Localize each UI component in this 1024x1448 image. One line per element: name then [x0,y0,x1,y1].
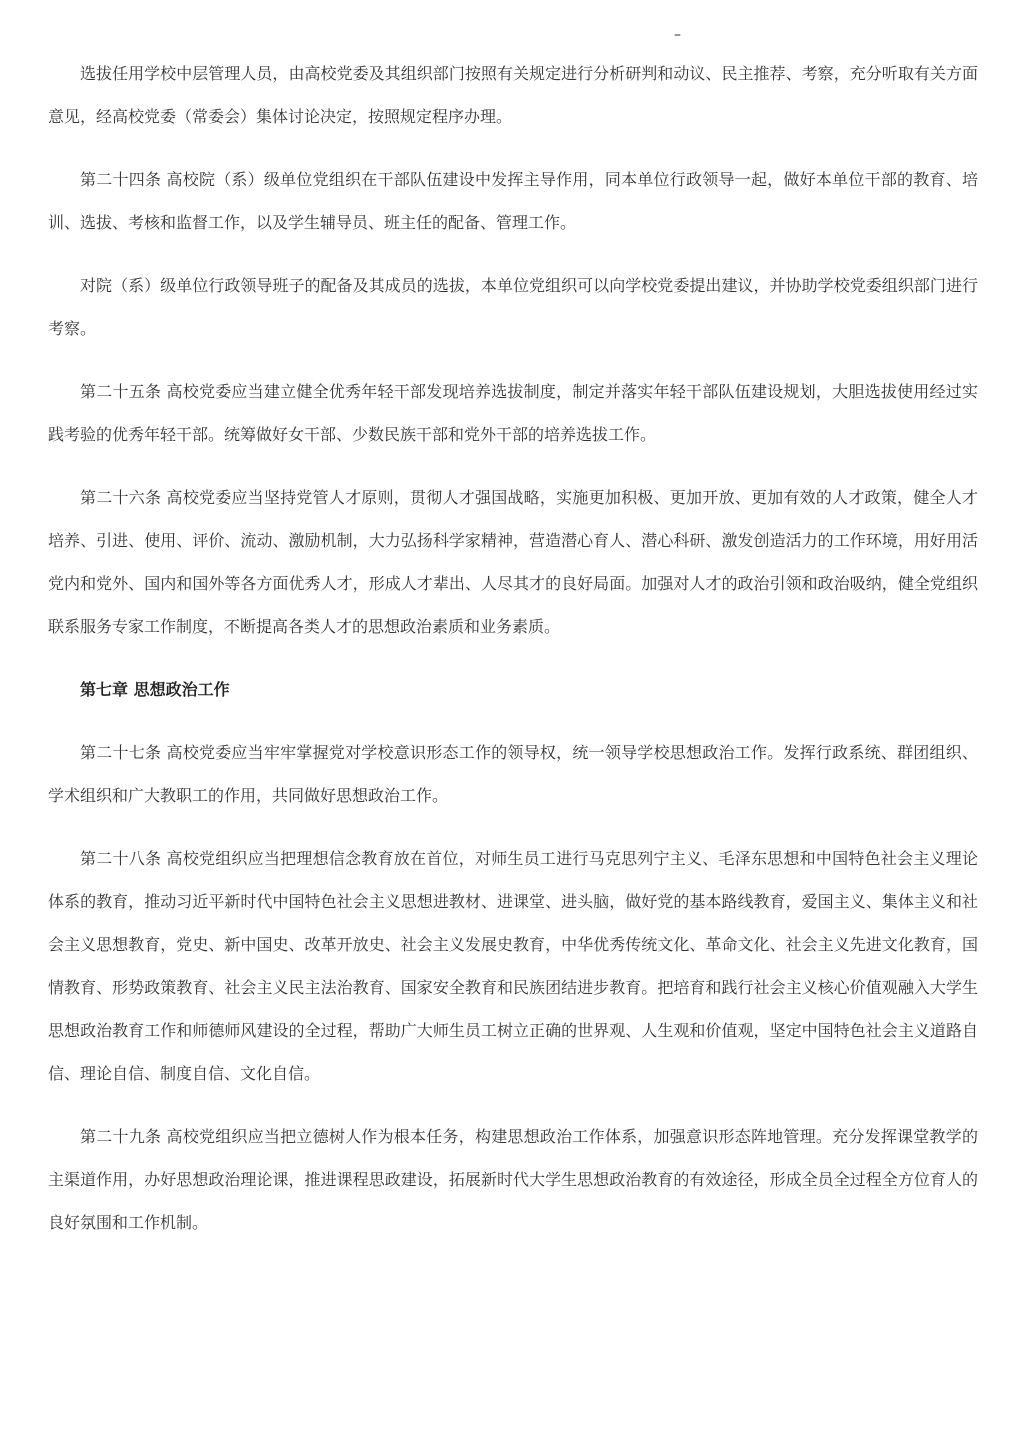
paragraph-article-26: 第二十六条 高校党委应当坚持党管人才原则，贯彻人才强国战略，实施更加积极、更加开放、更加有效的人才政策，健全人才培养、引进、使用、评价、流动、激励机制，大力弘扬科学家精神，营造潜心育人、潜心科研、激发创造活力的工作环境，用好用活党内和党外、国内和国外等各方面优秀人才，形成人才辈出、人尽其才的良好局面。加强对人才的政治引领和政治吸纳，健全党组织联系服务专家工作制度，不断提高各类人才的思想政治素质和业务素质。 [48,488,978,636]
chapter-heading: 第七章 思想政治工作 [80,680,230,699]
paragraph-cadre-selection: 选拔任用学校中层管理人员，由高校党委及其组织部门按照有关规定进行分析研判和动议、民主推荐、考察，充分听取有关方面意见，经高校党委（常委会）集体讨论决定，按照规定程序办理。 [48,64,978,126]
document-body [48,52,978,1264]
paragraph-article-28: 第二十八条 高校党组织应当把理想信念教育放在首位，对师生员工进行马克思列宁主义、毛泽东思想和中国特色社会主义理论体系的教育，推动习近平新时代中国特色社会主义思想进教材、进课堂、进头脑，做好党的基本路线教育，爱国主义、集体主义和社会主义思想教育，党史、新中国史、改革开放史、社会主义发展史教育，中华优秀传统文化、革命文化、社会主义先进文化教育，国情教育、形势政策教育、社会主义民主法治教育、国家安全教育和民族团结进步教育。把培育和践行社会主义核心价值观融入大学生思想政治教育工作和师德师风建设的全过程，帮助广大师生员工树立正确的世界观、人生观和价值观，坚定中国特色社会主义道路自信、理论自信、制度自信、文化自信。 [48,849,978,1083]
paragraph-article-27: 第二十七条 高校党委应当牢牢掌握党对学校意识形态工作的领导权，统一领导学校思想政治工作。发挥行政系统、群团组织、学术组织和广大教职工的作用，共同做好思想政治工作。 [48,743,978,805]
paragraph-department-leadership: 对院（系）级单位行政领导班子的配备及其成员的选拔，本单位党组织可以向学校党委提出建议，并协助学校党委组织部门进行考察。 [48,276,978,338]
paragraph-article-24: 第二十四条 高校院（系）级单位党组织在干部队伍建设中发挥主导作用，同本单位行政领导一起，做好本单位干部的教育、培训、选拔、考核和监督工作，以及学生辅导员、班主任的配备、管理工作。 [48,170,978,232]
paragraph-article-25: 第二十五条 高校党委应当建立健全优秀年轻干部发现培养选拔制度，制定并落实年轻干部队伍建设规划，大胆选拔使用经过实践考验的优秀年轻干部。统筹做好女干部、少数民族干部和党外干部的培养选拔工作。 [48,382,978,444]
paragraph-article-29: 第二十九条 高校党组织应当把立德树人作为根本任务，构建思想政治工作体系，加强意识形态阵地管理。充分发挥课堂教学的主渠道作用，办好思想政治理论课，推进课程思政建设，拓展新时代大学生思想政治教育的有效途径，形成全员全过程全方位育人的良好氛围和工作机制。 [48,1127,978,1232]
top-dash-mark: – [674,27,681,43]
